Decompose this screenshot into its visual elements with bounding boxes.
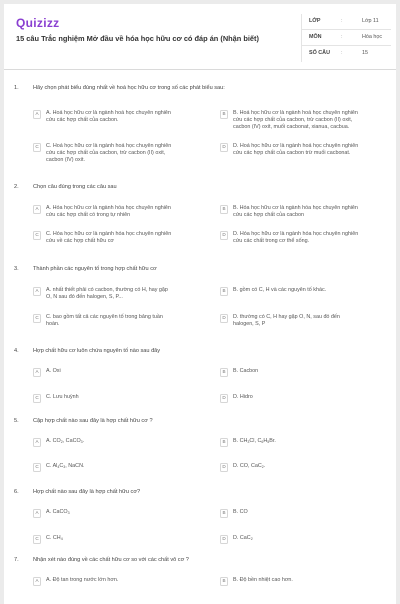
option-text-line: C. Hóa học hữu cơ là ngành hóa học chuyên nghiên <box>46 230 172 237</box>
option-letter-badge: A <box>33 368 41 377</box>
option-letter-badge: B <box>220 577 228 586</box>
option-text-line: cứu các hợp chất của cacbon, trừ cacbon (II) oxit, <box>46 149 166 156</box>
option-text <box>233 368 393 375</box>
option-letter-badge: B <box>220 205 228 214</box>
option-text-line: A. Độ tan trong nước lớn hơn. <box>46 576 119 583</box>
option-text <box>233 394 393 401</box>
quizizz-logo: Quizizz <box>16 16 60 30</box>
option-letter-badge: C <box>33 535 41 544</box>
option-text-line: cứu các hợp chất có trong tự nhiên <box>46 211 131 218</box>
option-text-line: A. Hoá học hữu cơ là ngành hoá học chuyên nghiên <box>46 109 171 116</box>
option-text: B. CO <box>233 508 248 515</box>
question-number: 7. <box>14 557 19 563</box>
option-letter-badge: A <box>33 205 41 214</box>
option-text-line: C. Hoá học hữu cơ là ngành hoá học chuyên nghiên <box>46 142 172 149</box>
option-letter-badge: A <box>33 110 41 119</box>
option-letter-badge: B <box>220 110 228 119</box>
question-number: 6. <box>14 489 19 495</box>
option-text <box>46 205 206 219</box>
option-text-line: C. bao gồm tất cả các nguyên tố trong bảng tuần <box>46 313 163 320</box>
option-text <box>233 110 393 131</box>
option-text <box>46 394 206 401</box>
option-letter-badge: D <box>220 143 228 152</box>
meta-separator: : <box>341 50 343 56</box>
option-text <box>233 143 393 157</box>
option-text-line: cứu các hợp chất của cacbon. <box>46 116 119 123</box>
option-text <box>46 287 206 301</box>
option-text <box>233 577 393 584</box>
option-text: C. $Al_4C_3$, NaCN. <box>46 462 85 469</box>
option-letter-badge: D <box>220 463 228 472</box>
option-text: B. $CH_3Cl$, $C_6H_5Br$. <box>233 437 276 444</box>
option-text-line: cứu các chất trong cơ thể sống. <box>233 237 310 244</box>
option-letter-badge: C <box>33 314 41 323</box>
option-text-line: A. nhất thiết phải có cacbon, thường có H, hay gặp <box>46 286 168 293</box>
option-text-line: B. Cacbon <box>233 367 259 374</box>
option-text-line: cứu về các hợp chất hữu cơ <box>46 237 114 244</box>
option-text-line: D. thường có C, H hay gặp O, N, sau đó đến <box>233 313 340 320</box>
option-letter-badge: C <box>33 143 41 152</box>
option-text-line: cacbon (IV) oxit. <box>46 156 85 163</box>
option-text-line: A. Hóa học hữu cơ là ngành hóa học chuyên nghiên <box>46 204 171 211</box>
meta-row-subject <box>302 30 391 46</box>
option-text <box>233 287 393 294</box>
option-letter-badge: D <box>220 314 228 323</box>
option-text <box>233 205 393 219</box>
question-text: Chọn câu đúng trong các câu sau <box>33 184 117 190</box>
meta-value: Hóa học <box>362 34 383 40</box>
option-letter-badge: B <box>220 368 228 377</box>
option-letter-badge: B <box>220 287 228 296</box>
question-number: 3. <box>14 266 19 272</box>
question-number: 5. <box>14 418 19 424</box>
option-text <box>46 231 206 245</box>
question-number: 1. <box>14 85 19 91</box>
option-text <box>46 110 206 124</box>
option-text-line: D. Hidro <box>233 393 253 400</box>
meta-table <box>301 14 391 62</box>
option-text-line: B. Hoá học hữu cơ là ngành hoá học chuyên nghiên <box>233 109 358 116</box>
option-text: A. $CO_2$, CaCO$_3$. <box>46 437 85 444</box>
option-text-line: cacbon (IV) oxit, muối cacbonat, xianua, cacbua. <box>233 123 350 130</box>
question-text: Hợp chất hữu cơ luôn chứa nguyên tố nào sau đây <box>33 348 161 354</box>
option-text-line: cứu các hợp chất của cacbon, trừ cacbon (II) oxit, <box>233 116 353 123</box>
option-text <box>233 231 393 245</box>
question-text: Hãy chọn phát biểu đúng nhất về hoá học hữu cơ trong số các phát biểu sau: <box>33 85 225 91</box>
question-text: Hợp chất nào sau đây là hợp chất hữu cơ? <box>33 489 141 495</box>
option-letter-badge: A <box>33 287 41 296</box>
option-text-line: cứu các hợp chất của cacbon trừ muối cacbonat. <box>233 149 351 156</box>
option-text-line: O, N sau đó đến halogen, S, P... <box>46 293 123 300</box>
option-text-line: B. gồm có C, H và các nguyên tố khác. <box>233 286 327 293</box>
option-text <box>46 314 206 328</box>
option-text-line: D. Hoá học hữu cơ là ngành hoá học chuyên nghiên <box>233 142 359 149</box>
question-number: 2. <box>14 184 19 190</box>
meta-value: Lớp 11 <box>362 18 379 24</box>
option-text-line: B. Độ bền nhiệt cao hơn. <box>233 576 293 583</box>
option-letter-badge: C <box>33 463 41 472</box>
question-text: Nhận xét nào đúng về các chất hữu cơ so với các chất vô cơ ? <box>33 557 189 563</box>
option-letter-badge: A <box>33 577 41 586</box>
option-text-line: halogen, S, P <box>233 320 266 327</box>
option-letter-badge: D <box>220 231 228 240</box>
question-text: Cặp hợp chất nào sau đây là hợp chất hữu cơ ? <box>33 418 153 424</box>
option-text <box>233 314 393 328</box>
option-text <box>46 368 206 375</box>
option-text <box>46 577 206 584</box>
option-text: D. CO, CaC$_2$. <box>233 462 266 469</box>
meta-key: MÔN <box>309 34 322 40</box>
meta-separator: : <box>341 18 343 24</box>
option-letter-badge: C <box>33 394 41 403</box>
question-number: 4. <box>14 348 19 354</box>
option-text: A. CaCO$_3$ <box>46 508 70 515</box>
option-letter-badge: D <box>220 535 228 544</box>
option-text-line: B. Hóa học hữu cơ là ngành hóa học chuyên nghiên <box>233 204 358 211</box>
option-text: D. CaC$_2$ <box>233 534 253 541</box>
option-letter-badge: A <box>33 438 41 447</box>
worksheet-title: 15 câu Trắc nghiệm Mở đầu về hóa học hữu cơ có đáp án (Nhận biết) <box>16 34 259 43</box>
option-text <box>46 143 206 164</box>
option-letter-badge: B <box>220 438 228 447</box>
worksheet <box>4 4 396 604</box>
option-text-line: hoàn. <box>46 320 60 327</box>
option-letter-badge: C <box>33 231 41 240</box>
option-letter-badge: B <box>220 509 228 518</box>
option-text-line: cứu các hợp chất của cacbon <box>233 211 304 218</box>
meta-value: 15 <box>362 50 368 56</box>
option-letter-badge: D <box>220 394 228 403</box>
meta-separator: : <box>341 34 343 40</box>
meta-key: SỐ CÂU <box>309 50 330 56</box>
worksheet-header <box>4 4 396 70</box>
option-letter-badge: A <box>33 509 41 518</box>
option-text-line: C. Lưu huỳnh <box>46 393 79 400</box>
option-text-line: D. Hóa học hữu cơ là ngành hóa học chuyên nghiên <box>233 230 359 237</box>
option-text-line: A. Oxi <box>46 367 61 374</box>
meta-row-class <box>302 14 391 30</box>
option-text: C. $CH_4$ <box>46 534 63 541</box>
question-text: Thành phần các nguyên tố trong hợp chất hữu cơ <box>33 266 157 272</box>
meta-key: LỚP <box>309 18 321 24</box>
meta-row-count <box>302 46 391 62</box>
